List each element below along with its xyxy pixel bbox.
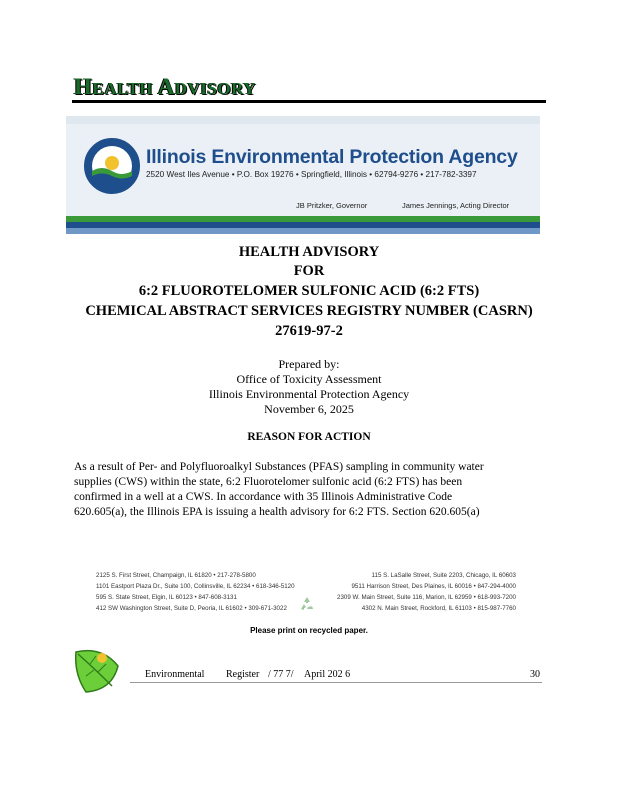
- prepared-office: Office of Toxicity Assessment: [236, 372, 382, 386]
- agency-name: Illinois Environmental Protection Agency: [146, 146, 518, 168]
- office-right-3: 2309 W. Main Street, Suite 116, Marion, IL 62959 • 618-993-7200: [337, 594, 516, 601]
- office-left-4: 412 SW Washington Street, Suite D, Peoria, IL 61602 • 309-671-3022: [96, 605, 287, 612]
- reason-line-2: supplies (CWS) within the state, 6:2 Fluorotelomer sulfonic acid (6:2 FTS) has been: [74, 476, 463, 488]
- prepared-by-label: Prepared by:: [278, 357, 340, 371]
- title-line-5: 27619-97-2: [275, 323, 343, 339]
- heading-rest-ealth: EALTH: [92, 79, 158, 98]
- banner-top-stripe: [66, 116, 540, 124]
- reason-line-4: 620.605(a), the Illinois EPA is issuing a health advisory for 6:2 FTS. Section 620.605(a): [74, 506, 480, 518]
- office-right-4: 4302 N. Main Street, Rockford, IL 61103 • 815-987-7760: [361, 605, 516, 612]
- register-footer-rule: [130, 682, 542, 683]
- heading-initial-a: A: [157, 74, 175, 99]
- register-footer-middle: Register: [226, 669, 260, 680]
- register-footer-left: Environmental: [145, 669, 205, 680]
- illinois-epa-seal-icon: [84, 138, 140, 194]
- recycle-note: Please print on recycled paper.: [250, 626, 368, 635]
- title-line-4: CHEMICAL ABSTRACT SERVICES REGISTRY NUMBER (CASRN): [85, 303, 533, 319]
- heading-rule: [72, 100, 546, 103]
- governor-name: JB Pritzker, Governor: [296, 201, 368, 210]
- prepared-date: November 6, 2025: [264, 402, 354, 416]
- heading-initial-h: H: [74, 74, 93, 99]
- prepared-agency: Illinois Environmental Protection Agency: [208, 387, 410, 401]
- page-number: 30: [530, 669, 540, 680]
- agency-address: 2520 West Iles Avenue • P.O. Box 19276 • Springfield, Illinois • 62794-9276 • 217-782-3397: [146, 170, 477, 179]
- heading-rest-dvisory: DVISORY: [174, 79, 257, 98]
- register-volume: / 77 7/: [268, 669, 294, 680]
- title-line-3: 6:2 FLUOROTELOMER SULFONIC ACID (6:2 FTS): [138, 283, 480, 299]
- reason-line-3: confirmed in a well at a CWS. In accordance with 35 Illinois Administrative Code: [74, 491, 453, 503]
- leaf-icon: [72, 646, 124, 694]
- health-advisory-heading: [74, 74, 256, 100]
- office-left-1: 2125 S. First Street, Champaign, IL 61820 • 217-278-5800: [96, 572, 256, 579]
- banner-lightblue-stripe: [66, 228, 540, 234]
- register-month: April 202 6: [304, 669, 351, 680]
- office-right-1: 115 S. LaSalle Street, Suite 2203, Chicago, IL 60603: [371, 572, 516, 579]
- reason-heading: REASON FOR ACTION: [247, 431, 371, 443]
- reason-line-1: As a result of Per- and Polyfluoroalkyl Substances (PFAS) sampling in community water: [74, 461, 484, 473]
- title-line-2: FOR: [293, 263, 325, 279]
- letterhead-banner: [66, 116, 540, 234]
- office-left-2: 1101 Eastport Plaza Dr., Suite 100, Collinsville, IL 62234 • 618-346-5120: [96, 583, 295, 590]
- title-line-1: HEALTH ADVISORY: [238, 244, 380, 260]
- office-left-3: 595 S. State Street, Elgin, IL 60123 • 847-608-3131: [96, 594, 237, 601]
- director-name: James Jennings, Acting Director: [402, 201, 510, 210]
- recycle-icon: [298, 595, 316, 613]
- office-right-2: 9511 Harrison Street, Des Plaines, IL 60016 • 847-294-4000: [351, 583, 516, 590]
